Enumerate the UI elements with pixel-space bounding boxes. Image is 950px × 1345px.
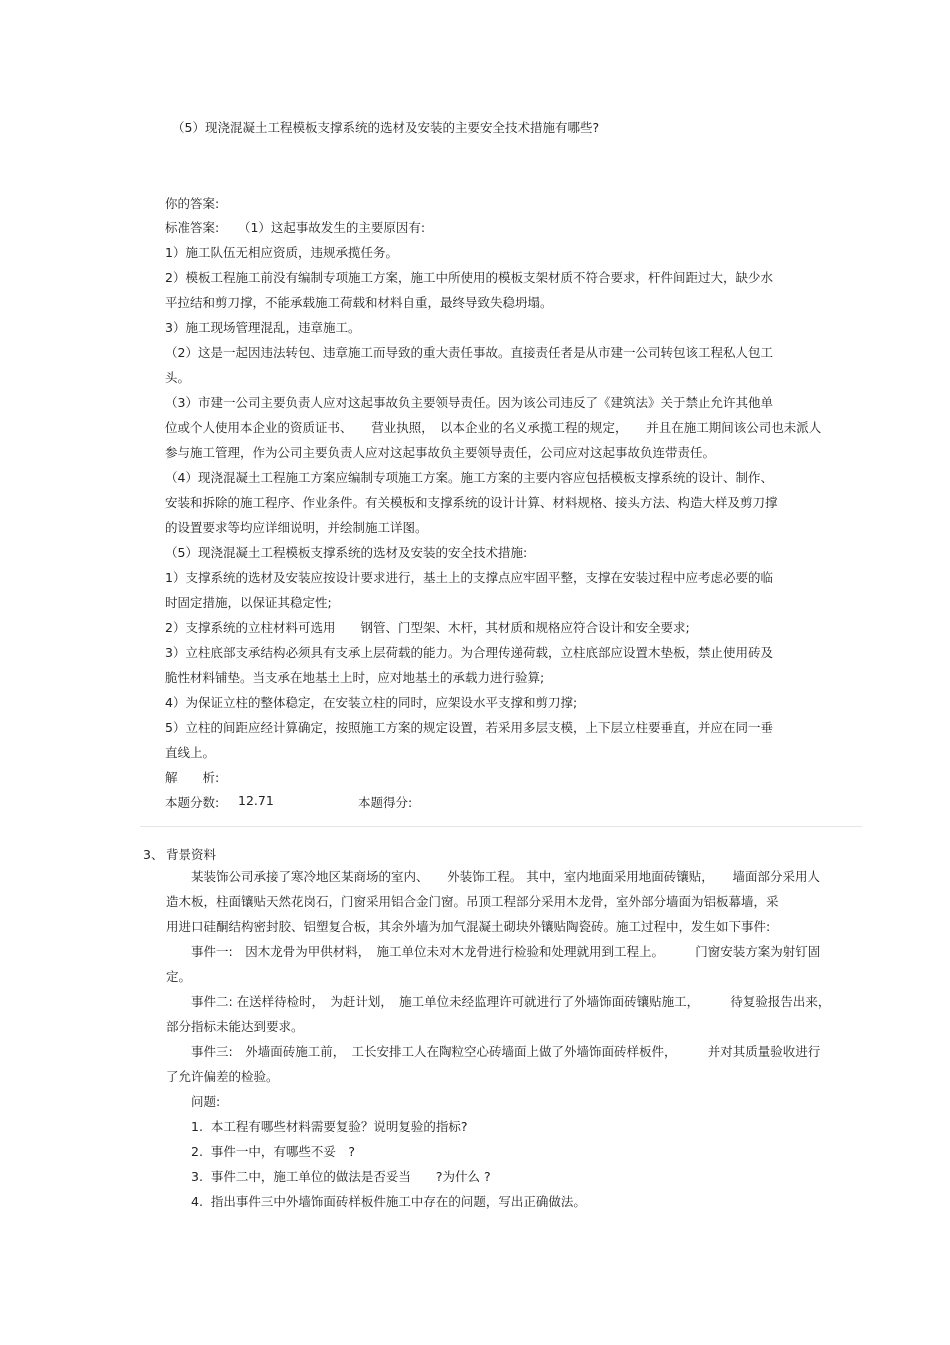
your-answer-label: 你的答案: <box>165 196 220 211</box>
answer-line: 标准答案: （1）这起事故发生的主要原因有: <box>165 220 426 235</box>
question-3-line: 1. 本工程有哪些材料需要复验？说明复验的指标? <box>166 1119 468 1134</box>
answer-line: 直线上。 <box>165 745 216 760</box>
answer-line: 头。 <box>165 370 191 385</box>
answer-line: 参与施工管理，作为公司主要负责人应对这起事故负主要领导责任，公司应对这起事故负连带责任。 <box>165 445 716 460</box>
score-label: 本题分数: <box>165 795 220 810</box>
answer-line: 1）施工队伍无相应资质，违规承揽任务。 <box>165 245 398 260</box>
answer-line: 5）立柱的间距应经计算确定，按照施工方案的规定设置，若采用多层支模，上下层立柱要垂直，并应在同一垂 <box>165 720 773 735</box>
question-3-line: 了允许偏差的检验。 <box>166 1069 279 1084</box>
answer-line: 1）支撑系统的选材及安装应按设计要求进行，基土上的支撑点应牢固平整，支撑在安装过程中应考虑必要的临 <box>165 570 773 585</box>
question-3-line: 4. 指出事件三中外墙饰面砖样板件施工中存在的问题，写出正确做法。 <box>166 1194 586 1209</box>
answer-line: 2）支撑系统的立柱材料可选用 钢管、门型架、木杆，其材质和规格应符合设计和安全要求; <box>165 620 690 635</box>
question-3-line: 造木板，柱面镶贴天然花岗石，门窗采用铝合金门窗。吊顶工程部分采用木龙骨，室外部分墙面为铝板幕墙，采 <box>166 894 779 909</box>
answer-line: 解 析: <box>165 770 220 785</box>
answer-line: 3）立柱底部支承结构必须具有支承上层荷载的能力。为合理传递荷载，立柱底部应设置木垫板，禁止使用砖及 <box>165 645 773 660</box>
score-value: 12.71 <box>238 793 274 808</box>
question-3-line: 问题: <box>166 1094 221 1109</box>
answer-line: 的设置要求等均应详细说明，并绘制施工详图。 <box>165 520 428 535</box>
got-score-label: 本题得分: <box>358 795 413 810</box>
answer-line: 2）模板工程施工前没有编制专项施工方案，施工中所使用的模板支架材质不符合要求，杆件间距过大，缺少水 <box>165 270 773 285</box>
question-3-line: 部分指标未能达到要求。 <box>166 1019 304 1034</box>
answer-line: （2）这是一起因违法转包、违章施工而导致的重大责任事故。直接责任者是从市建一公司转包该工程私人包工 <box>165 345 773 360</box>
question-3-line: 定。 <box>166 969 192 984</box>
question-3-title: 背景资料 <box>166 847 217 862</box>
answer-line: （4）现浇混凝土工程施工方案应编制专项施工方案。施工方案的主要内容应包括模板支撑系统的设计、制作、 <box>165 470 773 485</box>
answer-line: （5）现浇混凝土工程模板支撑系统的选材及安装的安全技术措施: <box>165 545 528 560</box>
answer-line: 4）为保证立柱的整体稳定，在安装立柱的同时，应架设水平支撑和剪刀撑; <box>165 695 578 710</box>
answer-line: 安装和拆除的施工程序、作业条件。有关模板和支撑系统的设计计算、材料规格、接头方法、构造大样及剪刀撑 <box>165 495 778 510</box>
question-3-line: 2. 事件一中，有哪些不妥 ? <box>166 1144 356 1159</box>
answer-line: 时固定措施，以保证其稳定性; <box>165 595 332 610</box>
question-3-line: 用进口硅酮结构密封胶、铝塑复合板，其余外墙为加气混凝土砌块外镶贴陶瓷砖。施工过程中，发生如下事件: <box>166 919 771 934</box>
question-3-line: 事件一: 因木龙骨为甲供材料， 施工单位未对木龙骨进行检验和处理就用到工程上。 门窗安装方案为射钉固 <box>166 944 821 959</box>
answer-line: 脆性材料铺垫。当支承在地基土上时，应对地基土的承载力进行验算; <box>165 670 545 685</box>
question-3-number: 3、 <box>143 847 164 862</box>
section-divider <box>140 826 862 827</box>
question-3-line: 3. 事件二中，施工单位的做法是否妥当 ?为什么 ? <box>166 1169 491 1184</box>
answer-line: 位或个人使用本企业的资质证书、 营业执照， 以本企业的名义承揽工程的规定， 并且在施工期间该公司也未派人 <box>165 420 822 435</box>
answer-line: 平拉结和剪刀撑，不能承载施工荷载和材料自重，最终导致失稳坍塌。 <box>165 295 553 310</box>
answer-line: 3）施工现场管理混乱，违章施工。 <box>165 320 361 335</box>
question-3-line: 事件三: 外墙面砖施工前， 工长安排工人在陶粒空心砖墙面上做了外墙饰面砖样板件， 并对其质量验收进行 <box>166 1044 821 1059</box>
answer-line: （3）市建一公司主要负责人应对这起事故负主要领导责任。因为该公司违反了《建筑法》关于禁止允许其他单 <box>165 395 773 410</box>
question-3-line: 某装饰公司承接了寒冷地区某商场的室内、 外装饰工程。 其中，室内地面采用地面砖镶贴， 墙面部分采用人 <box>166 869 820 884</box>
question-5-text: （5）现浇混凝土工程模板支撑系统的选材及安装的主要安全技术措施有哪些? <box>172 120 600 135</box>
question-3-line: 事件二: 在送样待检时， 为赶计划， 施工单位未经监理许可就进行了外墙饰面砖镶贴施工， 待复验报告出来， <box>166 994 831 1009</box>
